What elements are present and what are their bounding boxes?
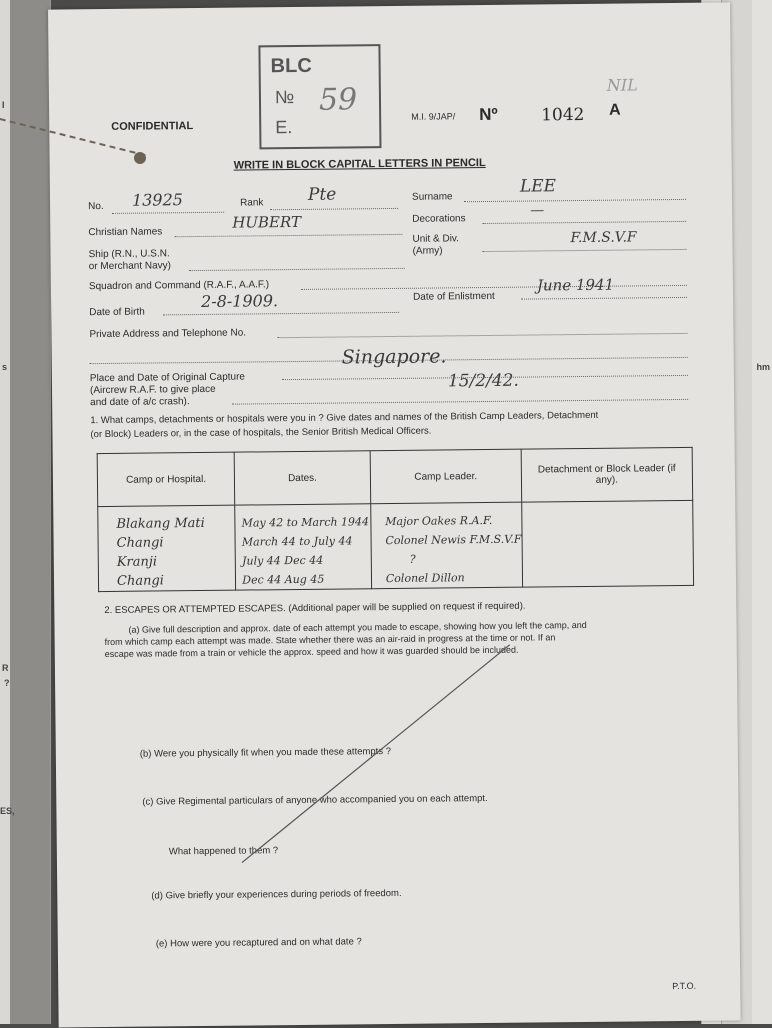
repatriation-questionnaire-form — [48, 2, 741, 1027]
string-hole — [134, 152, 146, 164]
left-edge-mark: I — [2, 100, 5, 110]
capture-label-line2: (Aircrew R.A.F. to give place — [89, 383, 216, 397]
column-header: Detachment or Block Leader (if any). — [521, 447, 693, 502]
date-of-enlistment-value: June 1941 — [536, 275, 615, 295]
unit-label: Unit & Div. — [412, 233, 459, 245]
binding-tape — [10, 0, 50, 1024]
section2-d: (d) Give briefly your experiences during periods of freedom. — [151, 887, 402, 902]
column-header: Camp or Hospital. — [97, 452, 235, 506]
section2-a-line3: escape was made from a train or vehicle the approx. speed and how it was guarded should be included. — [104, 644, 519, 660]
section1-question-line2: (or Block) Leaders or, in the case of hospitals, the Senior British Medical Officers. — [90, 425, 432, 441]
stamp-line: E. — [275, 117, 293, 138]
christian-names-label: Christian Names — [88, 226, 163, 239]
section2-title: 2. ESCAPES OR ATTEMPTED ESCAPES. (Additional paper will be supplied on request if required). — [104, 600, 526, 617]
stamp-line: № — [274, 86, 295, 108]
unit-label-line2: (Army) — [412, 245, 443, 257]
unit-value: F.M.S.V.F — [570, 229, 637, 247]
service-no-label: No. — [88, 200, 104, 213]
number-label: Nº — [479, 104, 498, 125]
column-header: Camp Leader. — [370, 449, 522, 504]
camp-entry: Kranji — [116, 554, 158, 570]
section2-b: (b) Were you physically fit when you made these attempts ? — [139, 746, 392, 760]
address-label: Private Address and Telephone No. — [89, 327, 247, 341]
capture-place-value: Singapore. — [341, 345, 447, 369]
leader-entry: Colonel Newis F.M.S.V.F — [385, 532, 522, 548]
stamp-handwritten-number: 59 — [318, 82, 358, 118]
classification-label: CONFIDENTIAL — [111, 120, 194, 133]
section2-a-line2: from which camp each attempt was made. State whether there was an air-raid in progress at the time or not. If an — [104, 632, 556, 648]
strike-through-line — [48, 2, 741, 1027]
form-suffix: A — [609, 101, 621, 119]
stamp-line: BLC — [270, 54, 312, 78]
date-entry: March 44 to July 44 — [241, 534, 353, 549]
ship-label-line2: or Merchant Navy) — [88, 260, 172, 273]
camp-entry: Blakang Mati — [116, 515, 205, 532]
decorations-value: — — [530, 202, 545, 219]
section2-c: (c) Give Regimental particulars of anyone who accompanied you on each attempt. — [142, 793, 488, 808]
squadron-label: Squadron and Command (R.A.F., A.A.F.) — [88, 279, 270, 293]
capture-date-value: 15/2/42. — [447, 370, 519, 392]
capture-label: Place and Date of Original Capture — [89, 371, 246, 385]
camp-entry: Changi — [116, 573, 165, 589]
section2-a-line1: (a) Give full description and approx. date of each attempt you made to escape, showing how you left the camp, and — [128, 619, 587, 635]
left-edge-mark: s — [2, 362, 8, 372]
form-reference: M.I. 9/JAP/ — [411, 111, 456, 122]
capture-label-line3: and date of a/c crash). — [90, 396, 190, 409]
left-edge-mark: ? — [4, 678, 10, 688]
section2-c-followup: What happened to them ? — [168, 845, 279, 858]
left-edge-mark: ES, — [0, 806, 15, 816]
leader-entry: Major Oakes R.A.F. — [385, 513, 493, 529]
form-number: 1042 — [541, 104, 585, 126]
section1-question: 1. What camps, detachments or hospitals were you in ? Give dates and names of the British Camp Leaders, Detachment — [90, 409, 599, 427]
date-entry: July 44 Dec 44 — [241, 553, 324, 568]
ship-label: Ship (R.N., U.S.N. — [88, 248, 170, 261]
date-of-birth-value: 2-8-1909. — [200, 291, 279, 311]
camp-entry: Changi — [116, 535, 164, 551]
column-header: Dates. — [234, 451, 370, 505]
rank-label: Rank — [239, 197, 264, 209]
leader-entry: ? — [409, 552, 416, 566]
form-instruction: WRITE IN BLOCK CAPITAL LETTERS IN PENCIL — [233, 156, 486, 172]
surname-value: LEE — [519, 176, 557, 197]
left-edge-mark: R — [2, 663, 9, 673]
corner-note: NIL — [606, 75, 638, 95]
christian-names-value: HUBERT — [232, 212, 302, 232]
surname-label: Surname — [411, 191, 453, 203]
right-edge-mark: hm — [756, 362, 770, 372]
service-no-value: 13925 — [131, 190, 184, 210]
rank-value: Pte — [307, 184, 337, 205]
please-turn-over: P.T.O. — [672, 980, 697, 992]
leader-entry: Colonel Dillon — [385, 571, 465, 586]
date-entry: May 42 to March 1944 — [241, 515, 370, 530]
date-of-birth-label: Date of Birth — [89, 306, 145, 319]
section2-e: (e) How were you recaptured and on what date ? — [155, 936, 362, 950]
date-of-enlistment-label: Date of Enlistment — [412, 290, 495, 303]
decorations-label: Decorations — [412, 213, 466, 225]
date-entry: Dec 44 Aug 45 — [242, 572, 325, 587]
